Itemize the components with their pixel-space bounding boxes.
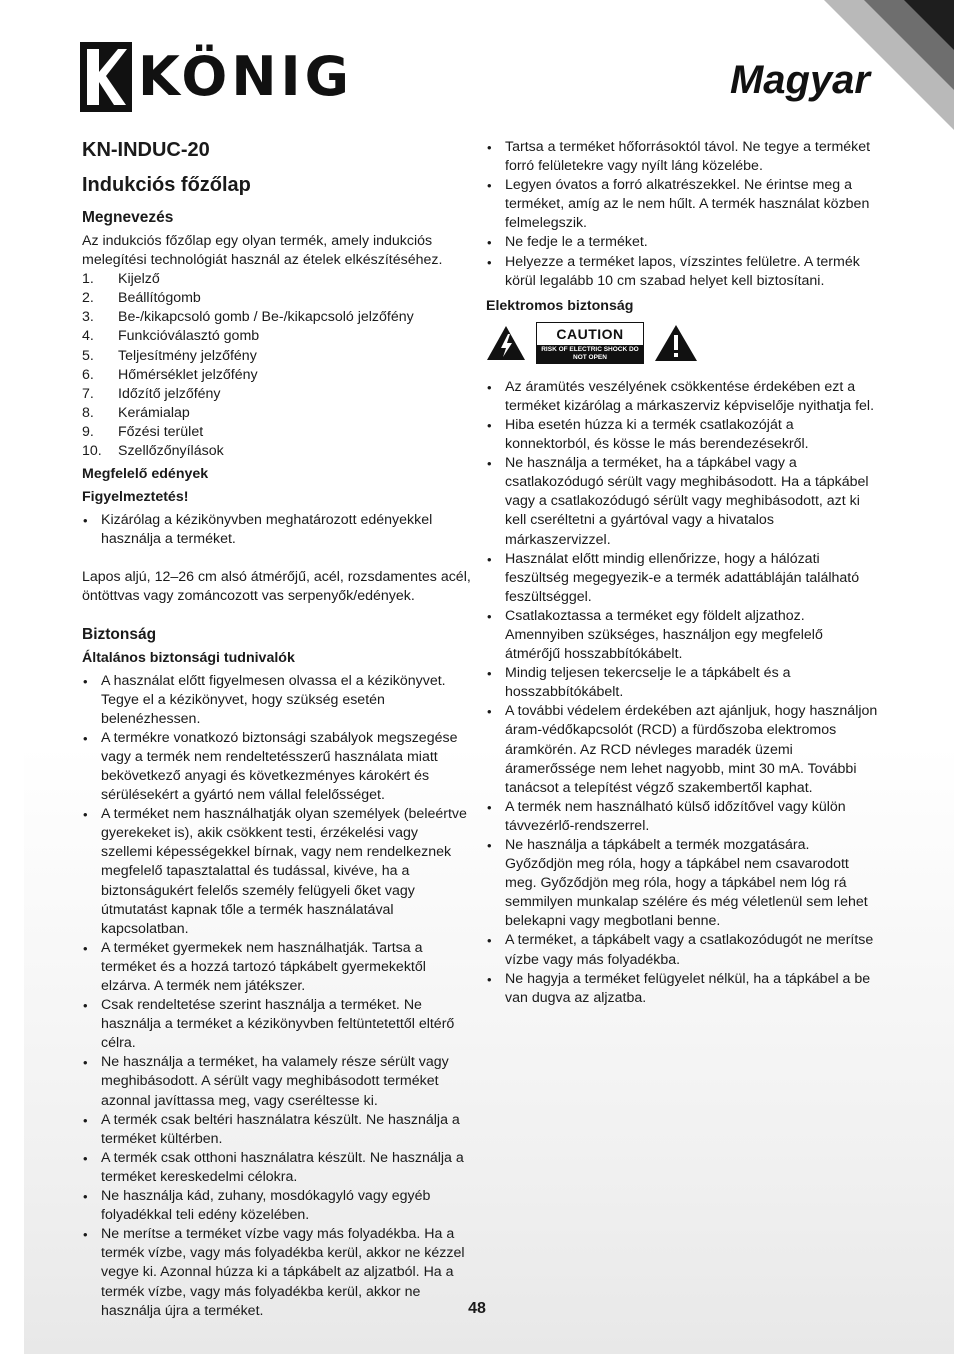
list-item: • Kizárólag a kézikönyvben meghatározott edényekkel használja a terméket. — [82, 511, 472, 549]
list-item: 5. Teljesítmény jelzőfény — [82, 347, 257, 364]
brand-name: KÖNIG — [138, 45, 353, 108]
list-item: • Csak rendeltetése szerint használja a terméket. Ne használja a terméket a kézikönyvben feltüntetettől eltérő célra. — [82, 996, 472, 1053]
list-item: 6. Hőmérséklet jelzőfény — [82, 366, 258, 383]
electric-safety-list — [486, 378, 878, 1008]
general-safety-list — [82, 672, 472, 1321]
caution-symbols — [486, 322, 878, 364]
list-item: • Ne használja a terméket, ha valamely része sérült vagy meghibásodott. A sérült vagy meghibásodott terméket azonnal javíttassa meg, vagy cseréltesse ki. — [82, 1053, 472, 1110]
right-column — [486, 138, 878, 1008]
exclamation-warning-icon — [654, 324, 698, 362]
cookware-text: Lapos aljú, 12–26 cm alsó átmérőjű, acél, rozsdamentes acél, öntöttvas vagy zománcozott vas serpenyők/edények. — [82, 569, 471, 605]
list-item: 2. Beállítógomb — [82, 290, 201, 307]
general-safety-heading: Általános biztonsági tudnivalók — [82, 649, 295, 666]
list-item: • Ne fedje le a terméket. — [486, 233, 878, 252]
list-item: • A termékre vonatkozó biztonsági szabályok megszegése vagy a termék nem rendeltetésszerű használata miatt bekövetkező anyagi és következményes károkért és sérülésekért a gyártó nem vállal felelősséget. — [82, 729, 472, 805]
left-column — [82, 138, 472, 1321]
list-item: • A termék csak beltéri használatra készült. Ne használja a terméket kültérben. — [82, 1111, 472, 1149]
caution-label: CAUTION RISK OF ELECTRIC SHOCK DO NOT OPEN — [536, 322, 644, 364]
list-item: • Legyen óvatos a forró alkatrészekkel. Ne érintse meg a terméket, amíg az le nem hűlt. A termék használat közben felmelegszik. — [486, 176, 878, 233]
electric-safety-heading: Elektromos biztonság — [486, 297, 634, 314]
description-heading: Megnevezés — [82, 209, 174, 226]
list-item: • Helyezze a terméket lapos, vízszintes felületre. A termék körül legalább 10 cm szabad helyet kell biztosítani. — [486, 253, 878, 291]
konig-logo — [80, 42, 353, 112]
list-item: 10. Szellőzőnyílások — [82, 443, 224, 460]
warning-heading: Figyelmeztetés! — [82, 489, 189, 506]
cookware-heading: Megfelelő edények — [82, 466, 209, 483]
list-item: • Hiba esetén húzza ki a termék csatlakozóját a konnektorból, és kösse le más berendezésekről. — [486, 416, 878, 454]
list-item: • A további védelem érdekében azt ajánljuk, hogy használjon áram-védőkapcsolót (RCD) a fürdőszoba elektromos áramkörén. Az RCD névleges maradék üzemi áramerőssége nem lehet nagyobb, mint 30 mA. További tanácsot a telepítést végző szakembertől kaphat. — [486, 702, 878, 797]
product-title: Indukciós főzőlap — [82, 174, 251, 196]
page-number: 48 — [468, 1300, 486, 1317]
list-item: • A terméket nem használhatják olyan személyek (beleértve gyerekeket is), akik csökkent testi, érzékelési vagy szellemi képességekkel bírnak, vagy nem rendelkeznek megfelelő tapasztalattal és tudással, kivéve, ha a biztonságukért felelős személy felügyeli őket vagy útmutatást kapnak tőle a termék használatával kapcsolatban. — [82, 805, 472, 939]
language-title: Magyar — [729, 58, 870, 102]
list-item: • Csatlakoztassa a terméket egy földelt aljzathoz. Amennyiben szükséges, használjon egy megfelelő átmérőjű hosszabbítókábelt. — [486, 607, 878, 664]
list-item: • A terméket gyermekek nem használhatják. Tartsa a terméket és a hozzá tartozó tápkábelt gyermekektől elzárva. A termék nem játékszer. — [82, 939, 472, 996]
list-item: • A használat előtt figyelmesen olvassa el a kézikönyvet. Tegye el a kézikönyvet, hogy szükség esetén belenézhessen. — [82, 672, 472, 729]
warning-list — [82, 511, 472, 549]
list-item: 9. Főzési terület — [82, 423, 204, 440]
list-item: 7. Időzítő jelzőfény — [82, 385, 221, 402]
list-item: • Használat előtt mindig ellenőrizze, hogy a hálózati feszültség megegyezik-e a termék adattábláján található feszültséggel. — [486, 550, 878, 607]
list-item: • A termék nem használható külső időzítővel vagy külön távvezérlő-rendszerrel. — [486, 798, 878, 836]
parts-list — [82, 270, 472, 461]
lightning-warning-icon — [486, 325, 526, 361]
heat-safety-list — [486, 138, 878, 291]
list-item: • Ne használja a tápkábelt a termék mozgatására. Győződjön meg róla, hogy a tápkábel nem csavarodott meg. Győződjön meg róla, hogy a tápkábel nem lóg rá semmilyen munkalap szélére és még véletlenül sem lehet belekapni vagy megbotlani benne. — [486, 836, 878, 931]
list-item: • Az áramütés veszélyének csökkentése érdekében ezt a terméket kizárólag a márkaszerviz képviselője nyithatja fel. — [486, 378, 878, 416]
list-item: • Ne használja kád, zuhany, mosdókagyló vagy egyéb folyadékkal teli edény közelében. — [82, 1187, 472, 1225]
list-item: 4. Funkcióválasztó gomb — [82, 328, 260, 345]
list-item: 3. Be-/kikapcsoló gomb / Be-/kikapcsoló jelzőfény — [82, 309, 414, 326]
list-item: • A terméket, a tápkábelt vagy a csatlakozódugót ne merítse vízbe vagy más folyadékba. — [486, 931, 878, 969]
list-item: • Mindig teljesen tekercselje le a tápkábelt és a hosszabbítókábelt. — [486, 664, 878, 702]
description-text: Az indukciós főzőlap egy olyan termék, amely indukciós melegítési technológiát használ az ételek elkészítéséhez. — [82, 233, 443, 269]
model-title: KN-INDUC-20 — [82, 139, 210, 161]
list-item: • Ne használja a terméket, ha a tápkábel vagy a csatlakozódugó sérült vagy meghibásodott. Ha a tápkábel vagy a csatlakozódugó sérült vagy meghibásodott, azt ki kell cseréltetni a gyártóval vagy a hivatalos márkaszervizzel. — [486, 454, 878, 549]
konig-k-icon — [80, 42, 132, 112]
list-item: • A termék csak otthoni használatra készült. Ne használja a terméket kereskedelmi célokra. — [82, 1149, 472, 1187]
list-item: • Tartsa a terméket hőforrásoktól távol. Ne tegye a terméket forró felületekre vagy nyílt láng közelébe. — [486, 138, 878, 176]
list-item: • Ne hagyja a terméket felügyelet nélkül, ha a tápkábel a be van dugva az aljzatba. — [486, 970, 878, 1008]
safety-heading: Biztonság — [82, 625, 157, 643]
list-item: • Ne merítse a terméket vízbe vagy más folyadékba. Ha a termék vízbe, vagy más folyadékba kerül, akkor ne kézzel vegye ki. Azonnal húzza ki a tápkábelt az aljzatból. Ha a termék vízbe, vagy más folyadékba kerül, akkor ne használja újra a terméket. — [82, 1225, 472, 1320]
list-item: 1. Kijelző — [82, 271, 160, 288]
list-item: 8. Kerámialap — [82, 404, 190, 421]
